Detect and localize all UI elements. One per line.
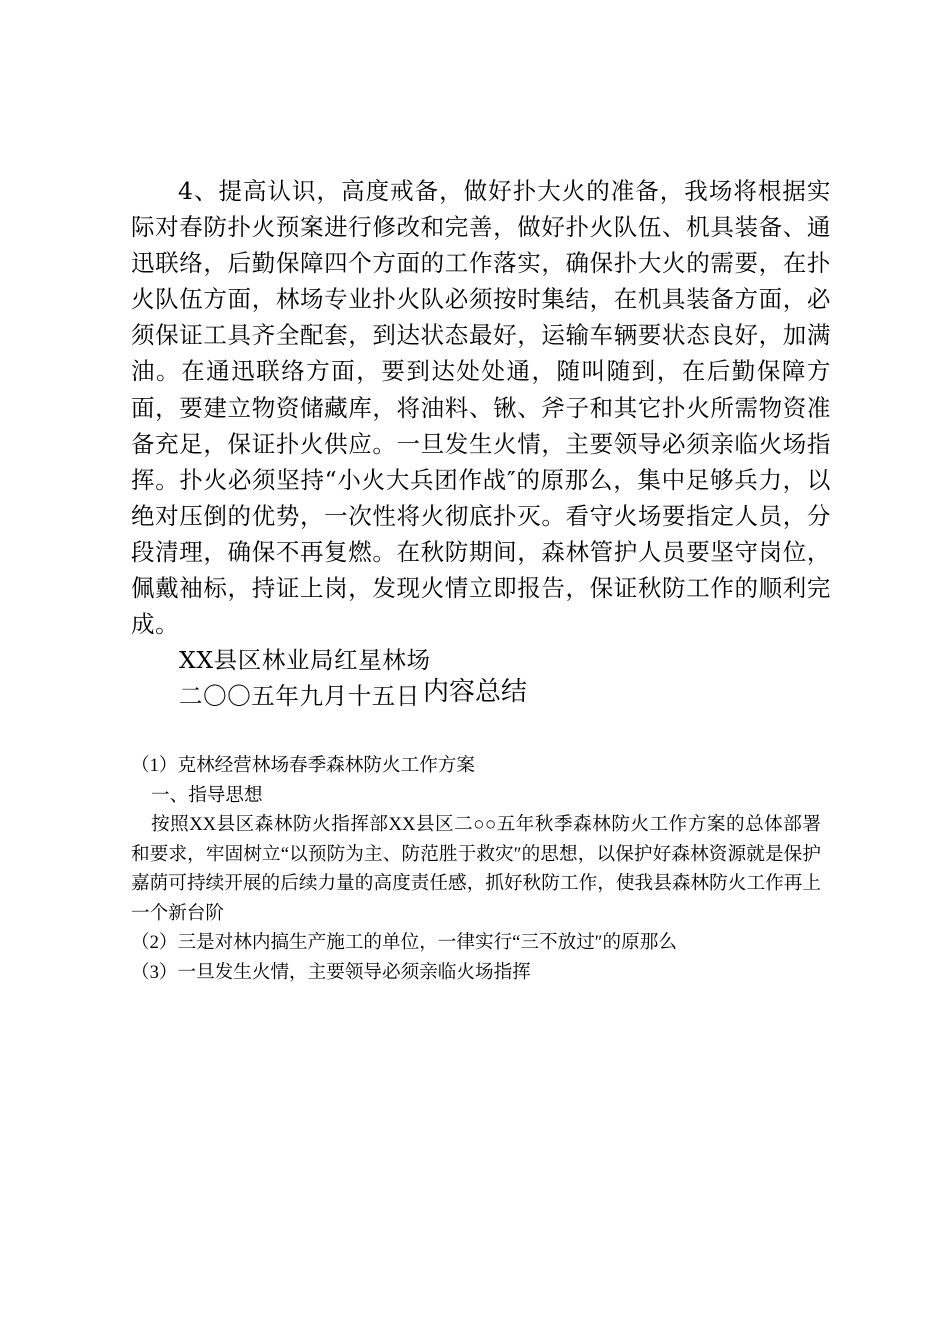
- summary-item-3: （3）一旦发生火情，主要领导必须亲临火场指挥: [131, 961, 531, 983]
- summary-item-1: （1）克林经营林场春季森林防火工作方案: [131, 755, 475, 776]
- document-body: [131, 173, 831, 714]
- body-paragraph: 4、提高认识，高度戒备，做好扑大火的准备，我场将根据实际对春防扑火预案进行修改和完善，做好扑火队伍、机具装备、通迅联络，后勤保障四个方面的工作落实，确保扑大火的需要，在扑火队伍方面，林场专业扑火队必须按时集结，在机具装备方面，必须保证工具齐全配套，到达状态最好，运输车辆要状态良好，加满油。在通迅联络方面，要到达处处通，随叫随到，在后勤保障方面，要建立物资储藏库，将油料、锹、斧子和其它扑火所需物资准备充足，保证扑火供应。一旦发生火情，主要领导必须亲临火场指挥。扑火必须坚持“小火大兵团作战″的原那么，集中足够兵力，以绝对压倒的优势，一次性将火彻底扑灭。看守火场要指定人员，分段清理，确保不再复燃。在秋防期间，森林管护人员要坚守岗位，佩戴袖标，持证上岗，发现火情立即报告，保证秋防工作的顺利完成。: [131, 177, 831, 639]
- summary-section: [131, 751, 821, 987]
- summary-paragraph: 按照XX县区森林防火指挥部XX县区二○○五年秋季森林防火工作方案的总体部署和要求，牢固树立“以预防为主、防范胜于救灾″的思想，以保护好森林资源就是保护嘉荫可持续开展的后续力量的高度责任感，抓好秋防工作，使我县森林防火工作再上一个新台阶: [131, 814, 821, 924]
- summary-heading-guiding-thought: 一、指导思想: [151, 784, 263, 806]
- summary-item-2: （2）三是对林内搞生产施工的单位，一律实行“三不放过″的原那么: [131, 932, 677, 953]
- signature-date: 二〇〇五年九月十五日: [179, 682, 420, 711]
- signature-organization: XX县区林业局红星林场: [179, 646, 431, 675]
- summary-title: 内容总结: [422, 677, 527, 707]
